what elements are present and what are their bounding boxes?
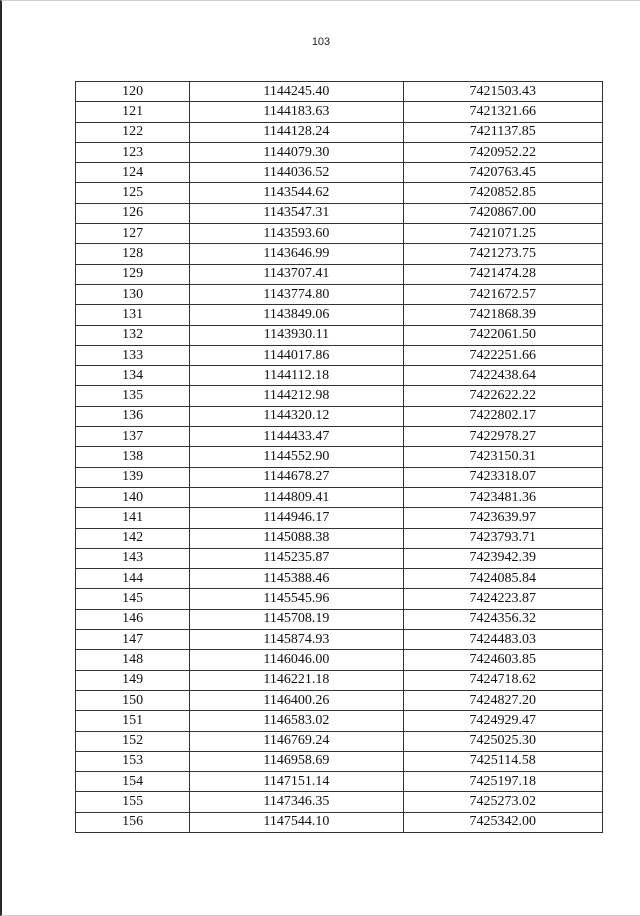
coordinate-table (75, 81, 603, 833)
table-row (76, 82, 603, 102)
point-number-cell: 156 (76, 812, 190, 832)
y-coordinate-cell: 7422251.66 (403, 345, 602, 365)
point-number-cell: 155 (76, 792, 190, 812)
x-coordinate-cell: 1145388.46 (190, 569, 403, 589)
x-coordinate-cell: 1144946.17 (190, 508, 403, 528)
table-row (76, 812, 603, 832)
x-coordinate-cell: 1145088.38 (190, 528, 403, 548)
y-coordinate-cell: 7423481.36 (403, 487, 602, 507)
x-coordinate-cell: 1143544.62 (190, 183, 403, 203)
y-coordinate-cell: 7422978.27 (403, 427, 602, 447)
x-coordinate-cell: 1144809.41 (190, 487, 403, 507)
point-number-cell: 153 (76, 751, 190, 771)
point-number-cell: 124 (76, 163, 190, 183)
x-coordinate-cell: 1143849.06 (190, 305, 403, 325)
table-row (76, 325, 603, 345)
x-coordinate-cell: 1146583.02 (190, 711, 403, 731)
point-number-cell: 130 (76, 284, 190, 304)
table-row (76, 711, 603, 731)
point-number-cell: 127 (76, 224, 190, 244)
x-coordinate-cell: 1143774.80 (190, 284, 403, 304)
y-coordinate-cell: 7421474.28 (403, 264, 602, 284)
table-row (76, 731, 603, 751)
table-row (76, 142, 603, 162)
table-row (76, 305, 603, 325)
y-coordinate-cell: 7424827.20 (403, 690, 602, 710)
point-number-cell: 141 (76, 508, 190, 528)
x-coordinate-cell: 1146769.24 (190, 731, 403, 751)
table-row (76, 589, 603, 609)
point-number-cell: 138 (76, 447, 190, 467)
point-number-cell: 126 (76, 203, 190, 223)
x-coordinate-cell: 1144552.90 (190, 447, 403, 467)
x-coordinate-cell: 1144212.98 (190, 386, 403, 406)
point-number-cell: 142 (76, 528, 190, 548)
x-coordinate-cell: 1144128.24 (190, 122, 403, 142)
y-coordinate-cell: 7423793.71 (403, 528, 602, 548)
table-row (76, 224, 603, 244)
y-coordinate-cell: 7423942.39 (403, 548, 602, 568)
x-coordinate-cell: 1146958.69 (190, 751, 403, 771)
x-coordinate-cell: 1144036.52 (190, 163, 403, 183)
point-number-cell: 144 (76, 569, 190, 589)
table-row (76, 447, 603, 467)
y-coordinate-cell: 7425197.18 (403, 772, 602, 792)
y-coordinate-cell: 7420867.00 (403, 203, 602, 223)
table-row (76, 264, 603, 284)
x-coordinate-cell: 1147544.10 (190, 812, 403, 832)
point-number-cell: 122 (76, 122, 190, 142)
y-coordinate-cell: 7423318.07 (403, 467, 602, 487)
table-row (76, 284, 603, 304)
table-row (76, 751, 603, 771)
point-number-cell: 148 (76, 650, 190, 670)
point-number-cell: 128 (76, 244, 190, 264)
y-coordinate-cell: 7424085.84 (403, 569, 602, 589)
y-coordinate-cell: 7421137.85 (403, 122, 602, 142)
y-coordinate-cell: 7423639.97 (403, 508, 602, 528)
y-coordinate-cell: 7424483.03 (403, 630, 602, 650)
y-coordinate-cell: 7421273.75 (403, 244, 602, 264)
point-number-cell: 121 (76, 102, 190, 122)
y-coordinate-cell: 7425114.58 (403, 751, 602, 771)
x-coordinate-cell: 1144433.47 (190, 427, 403, 447)
point-number-cell: 129 (76, 264, 190, 284)
y-coordinate-cell: 7420952.22 (403, 142, 602, 162)
table-row (76, 427, 603, 447)
point-number-cell: 140 (76, 487, 190, 507)
y-coordinate-cell: 7422061.50 (403, 325, 602, 345)
y-coordinate-cell: 7423150.31 (403, 447, 602, 467)
table-row (76, 345, 603, 365)
point-number-cell: 147 (76, 630, 190, 650)
point-number-cell: 125 (76, 183, 190, 203)
x-coordinate-cell: 1144183.63 (190, 102, 403, 122)
x-coordinate-cell: 1144320.12 (190, 406, 403, 426)
table-row (76, 163, 603, 183)
table-row (76, 183, 603, 203)
point-number-cell: 152 (76, 731, 190, 751)
y-coordinate-cell: 7421868.39 (403, 305, 602, 325)
x-coordinate-cell: 1143707.41 (190, 264, 403, 284)
y-coordinate-cell: 7422438.64 (403, 366, 602, 386)
x-coordinate-cell: 1144245.40 (190, 82, 403, 102)
table-row (76, 406, 603, 426)
y-coordinate-cell: 7421071.25 (403, 224, 602, 244)
coordinate-table-body (76, 82, 603, 833)
point-number-cell: 123 (76, 142, 190, 162)
x-coordinate-cell: 1145235.87 (190, 548, 403, 568)
y-coordinate-cell: 7424718.62 (403, 670, 602, 690)
point-number-cell: 131 (76, 305, 190, 325)
table-row (76, 203, 603, 223)
table-row (76, 670, 603, 690)
y-coordinate-cell: 7421321.66 (403, 102, 602, 122)
x-coordinate-cell: 1143930.11 (190, 325, 403, 345)
point-number-cell: 137 (76, 427, 190, 447)
table-row (76, 366, 603, 386)
x-coordinate-cell: 1145708.19 (190, 609, 403, 629)
table-row (76, 690, 603, 710)
y-coordinate-cell: 7420852.85 (403, 183, 602, 203)
y-coordinate-cell: 7424929.47 (403, 711, 602, 731)
table-row (76, 650, 603, 670)
point-number-cell: 120 (76, 82, 190, 102)
x-coordinate-cell: 1147151.14 (190, 772, 403, 792)
x-coordinate-cell: 1146046.00 (190, 650, 403, 670)
y-coordinate-cell: 7425025.30 (403, 731, 602, 751)
y-coordinate-cell: 7425342.00 (403, 812, 602, 832)
y-coordinate-cell: 7424356.32 (403, 609, 602, 629)
table-row (76, 569, 603, 589)
point-number-cell: 151 (76, 711, 190, 731)
table-row (76, 508, 603, 528)
y-coordinate-cell: 7422622.22 (403, 386, 602, 406)
point-number-cell: 154 (76, 772, 190, 792)
point-number-cell: 139 (76, 467, 190, 487)
table-row (76, 792, 603, 812)
table-row (76, 487, 603, 507)
table-row (76, 548, 603, 568)
y-coordinate-cell: 7425273.02 (403, 792, 602, 812)
table-row (76, 386, 603, 406)
x-coordinate-cell: 1144079.30 (190, 142, 403, 162)
x-coordinate-cell: 1144112.18 (190, 366, 403, 386)
point-number-cell: 136 (76, 406, 190, 426)
x-coordinate-cell: 1145874.93 (190, 630, 403, 650)
table-row (76, 528, 603, 548)
x-coordinate-cell: 1143547.31 (190, 203, 403, 223)
table-row (76, 102, 603, 122)
x-coordinate-cell: 1147346.35 (190, 792, 403, 812)
point-number-cell: 149 (76, 670, 190, 690)
x-coordinate-cell: 1146400.26 (190, 690, 403, 710)
point-number-cell: 135 (76, 386, 190, 406)
table-row (76, 467, 603, 487)
x-coordinate-cell: 1145545.96 (190, 589, 403, 609)
point-number-cell: 145 (76, 589, 190, 609)
table-row (76, 772, 603, 792)
y-coordinate-cell: 7420763.45 (403, 163, 602, 183)
point-number-cell: 134 (76, 366, 190, 386)
x-coordinate-cell: 1144678.27 (190, 467, 403, 487)
point-number-cell: 132 (76, 325, 190, 345)
y-coordinate-cell: 7424603.85 (403, 650, 602, 670)
x-coordinate-cell: 1144017.86 (190, 345, 403, 365)
table-row (76, 122, 603, 142)
y-coordinate-cell: 7422802.17 (403, 406, 602, 426)
point-number-cell: 146 (76, 609, 190, 629)
table-row (76, 609, 603, 629)
x-coordinate-cell: 1143593.60 (190, 224, 403, 244)
x-coordinate-cell: 1143646.99 (190, 244, 403, 264)
y-coordinate-cell: 7424223.87 (403, 589, 602, 609)
table-row (76, 630, 603, 650)
point-number-cell: 133 (76, 345, 190, 365)
point-number-cell: 143 (76, 548, 190, 568)
y-coordinate-cell: 7421672.57 (403, 284, 602, 304)
x-coordinate-cell: 1146221.18 (190, 670, 403, 690)
table-row (76, 244, 603, 264)
page-number: 103 (311, 36, 331, 48)
y-coordinate-cell: 7421503.43 (403, 82, 602, 102)
point-number-cell: 150 (76, 690, 190, 710)
